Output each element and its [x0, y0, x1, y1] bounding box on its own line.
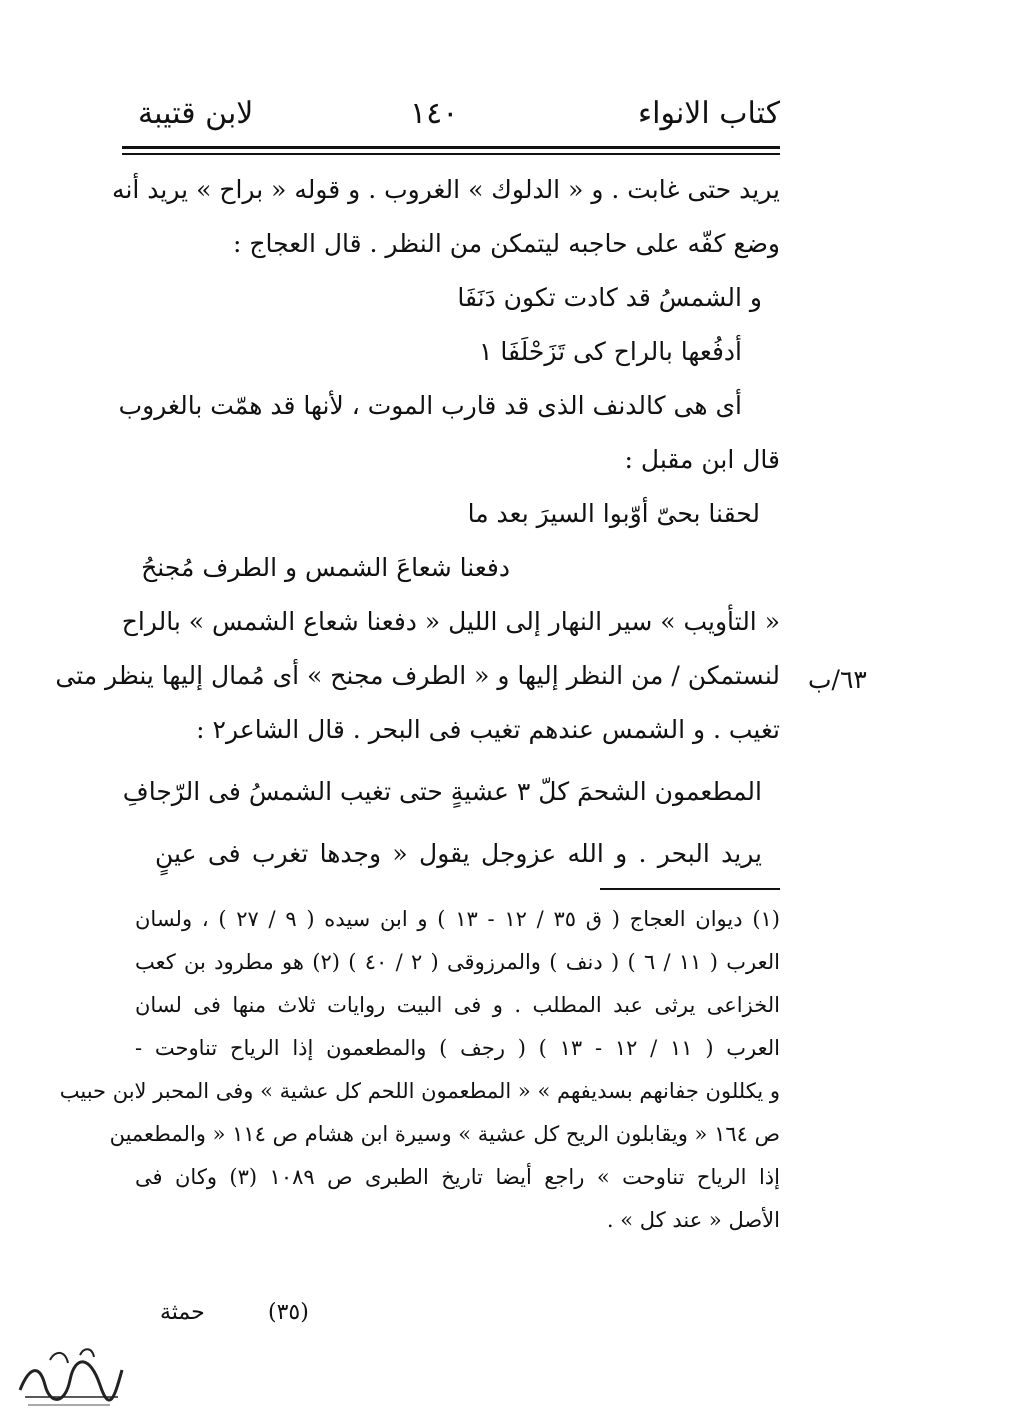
- footnote-line: العرب ( ١١ / ٦ ) ( دنف ) والمرزوقى ( ٢ / ٤٠ ) (٢) هو مطرود بن كعب: [135, 950, 780, 974]
- verse-line: أدفُعها بالراح كى تَزَحْلَفَا ١: [478, 337, 742, 366]
- verse-line: دفعنا شعاعَ الشمس و الطرف مُجنحُ: [141, 553, 510, 582]
- header-rule: [122, 146, 780, 149]
- footnote-line: و يكللون جفانهم بسديفهم » « المطعمون اللحم كل عشية » وفى المحبر لابن حبيب: [59, 1079, 780, 1103]
- text-line: تغيب . و الشمس عندهم تغيب فى البحر . قال الشاعر٢ :: [196, 715, 780, 744]
- footnote-line: الأصل « عند كل » .: [606, 1208, 780, 1232]
- text-line: يريد البحر . و الله عزوجل يقول « وجدها تغرب فى عينٍ: [155, 839, 762, 868]
- book-title: كتاب الانواء: [638, 96, 780, 131]
- text-line: أى هى كالدنف الذى قد قارب الموت ، لأنها قد همّت بالغروب: [118, 391, 742, 420]
- verse-line: لحقنا بحىّ أوّبوا السيرَ بعد ما: [467, 499, 760, 528]
- footnote-line: العرب ( ١١ / ١٢ - ١٣ ) ( رجف ) والمطعمون إذا الرياح تناوحت -: [135, 1036, 780, 1060]
- signature-number: (٣٥): [268, 1300, 309, 1325]
- footnote-line: إذا الرياح تناوحت » راجع أيضا تاريخ الطبرى ص ١٠٨٩ (٣) وكان فى: [135, 1165, 780, 1189]
- library-stamp-icon: [10, 1335, 130, 1415]
- verse-line: و الشمسُ قد كادت تكون دَنَفَا: [457, 283, 762, 312]
- text-line: يريد حتى غابت . و « الدلوك » الغروب . و قوله « براح » يريد أنه: [112, 175, 780, 204]
- signature-word: حمثة: [160, 1300, 205, 1325]
- page-header: [120, 92, 780, 142]
- footnote-line: ص ١٦٤ « ويقابلون الريح كل عشية » وسيرة ابن هشام ص ١١٤ « والمطعمين: [109, 1122, 780, 1146]
- verse-line: المطعمون الشحمَ كلّ ٣ عشيةٍ حتى تغيب الشمسُ فى الرّجافِ: [122, 777, 762, 806]
- page-number: ١٤٠: [410, 96, 459, 131]
- text-line: « التأويب » سير النهار إلى الليل « دفعنا شعاع الشمس » بالراح: [121, 607, 780, 636]
- footnote-rule: [600, 888, 780, 890]
- footnote-line: (١) ديوان العجاج ( ق ٣٥ / ١٢ - ١٣ ) و ابن سيده ( ٩ / ٢٧ ) ، ولسان: [135, 907, 780, 931]
- text-line: لنستمكن / من النظر إليها و « الطرف مجنح » أى مُمال إليها ينظر متى: [55, 661, 780, 690]
- folio-margin-note: ٦٣/ب: [808, 665, 867, 694]
- text-line: قال ابن مقبل :: [624, 445, 780, 474]
- book-author: لابن قتيبة: [138, 96, 254, 131]
- footnote-line: الخزاعى يرثى عبد المطلب . و فى البيت روايات ثلاث منها فى لسان: [135, 993, 780, 1017]
- header-rule-thin: [122, 153, 780, 155]
- text-line: وضع كفّه على حاجبه ليتمكن من النظر . قال العجاج :: [233, 229, 780, 258]
